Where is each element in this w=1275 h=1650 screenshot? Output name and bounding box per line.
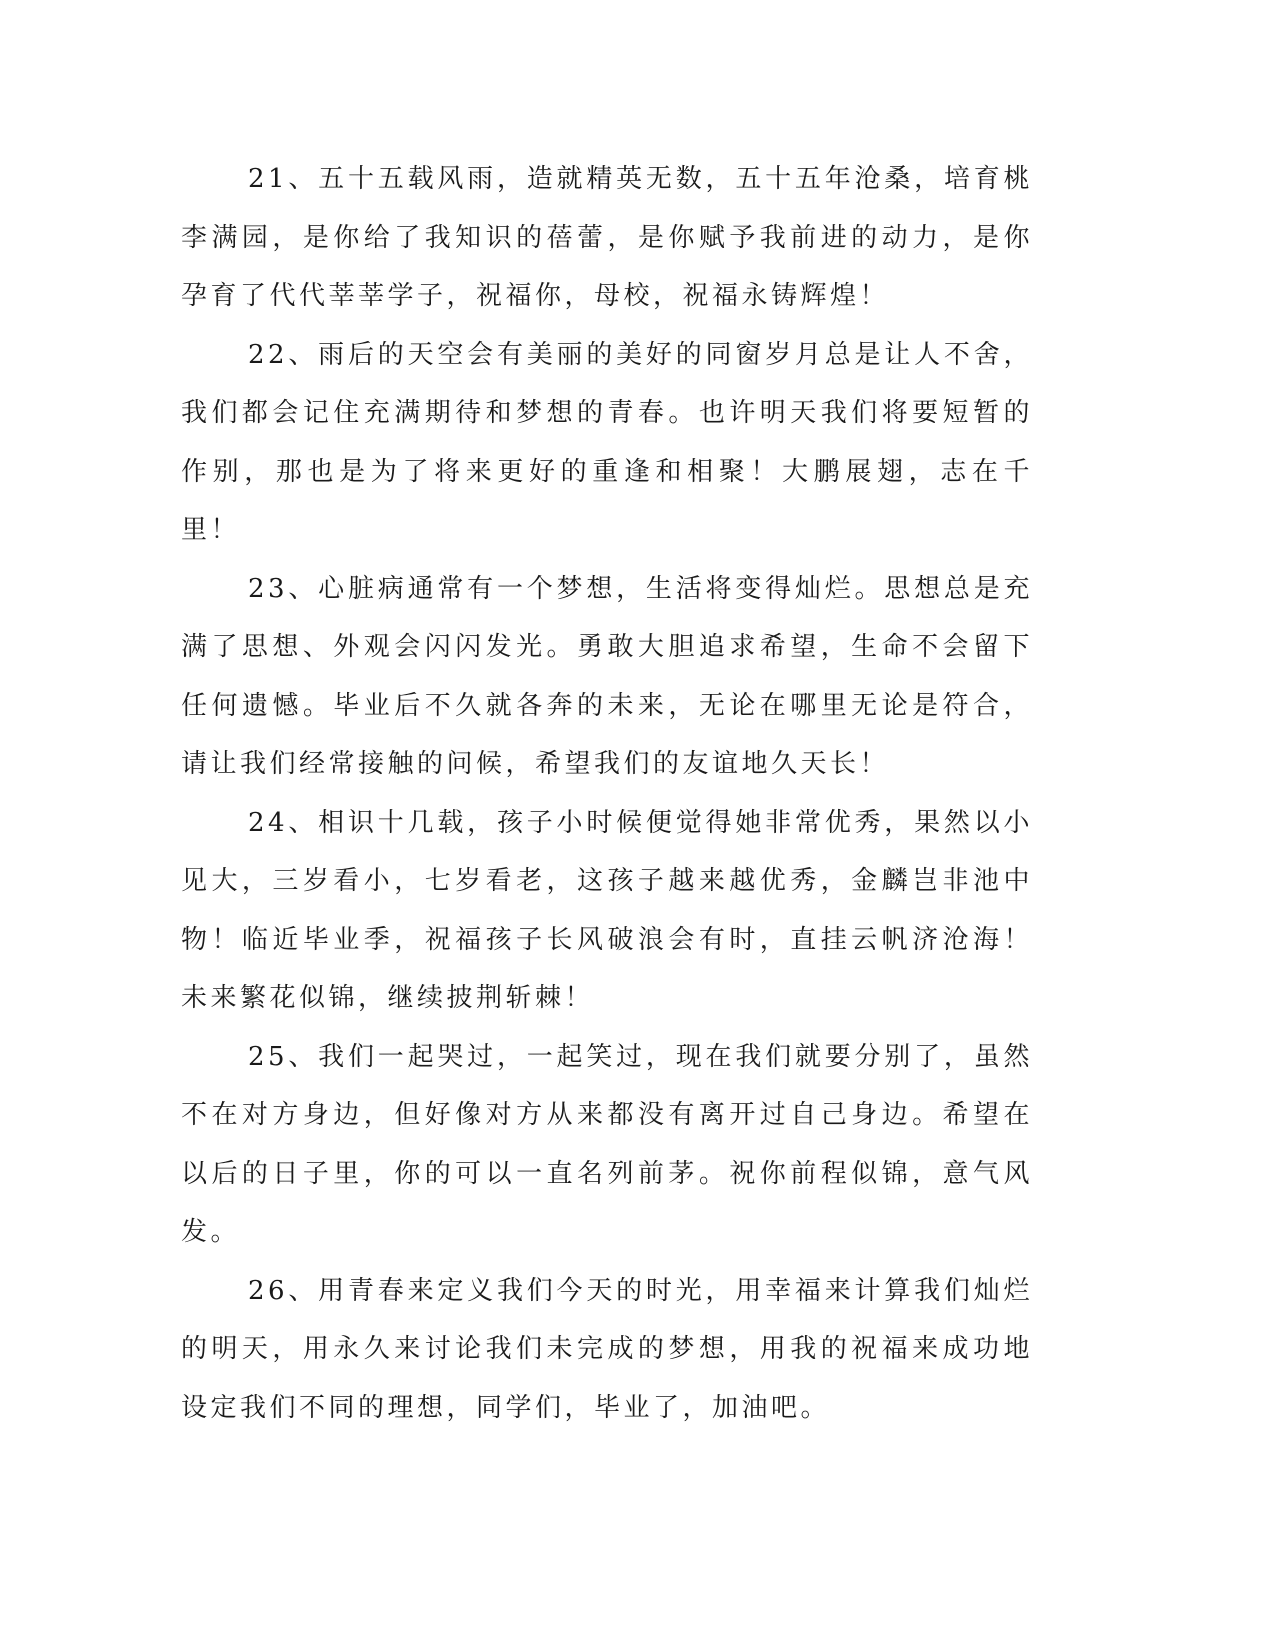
paragraph-26: 26、用青春来定义我们今天的时光，用幸福来计算我们灿烂的明天，用永久来讨论我们未完成的梦想，用我的祝福来成功地设定我们不同的理想，同学们，毕业了，加油吧。: [181, 1275, 1033, 1423]
paragraph-22: 22、雨后的天空会有美丽的美好的同窗岁月总是让人不舍，我们都会记住充满期待和梦想的青春。也许明天我们将要短暂的作别，那也是为了将来更好的重逢和相聚！大鹏展翅，志在千里！: [181, 339, 1033, 545]
paragraph-25: 25、我们一起哭过，一起笑过，现在我们就要分别了，虽然不在对方身边，但好像对方从来都没有离开过自己身边。希望在以后的日子里，你的可以一直名列前茅。祝你前程似锦，意气风发。: [181, 1041, 1033, 1247]
paragraph-23: 23、心脏病通常有一个梦想，生活将变得灿烂。思想总是充满了思想、外观会闪闪发光。勇敢大胆追求希望，生命不会留下任何遗憾。毕业后不久就各奔的未来，无论在哪里无论是符合，请让我们经常接触的问候，希望我们的友谊地久天长！: [181, 573, 1033, 779]
paragraph-21: 21、五十五载风雨，造就精英无数，五十五年沧桑，培育桃李满园，是你给了我知识的蓓蕾，是你赋予我前进的动力，是你孕育了代代莘莘学子，祝福你，母校，祝福永铸辉煌！: [181, 164, 1033, 311]
document-body: [181, 150, 1033, 1437]
paragraph-24: 24、相识十几载，孩子小时候便觉得她非常优秀，果然以小见大，三岁看小，七岁看老，这孩子越来越优秀，金麟岂非池中物！临近毕业季，祝福孩子长风破浪会有时，直挂云帆济沧海！未来繁花似锦，继续披荆斩棘！: [181, 807, 1033, 1013]
